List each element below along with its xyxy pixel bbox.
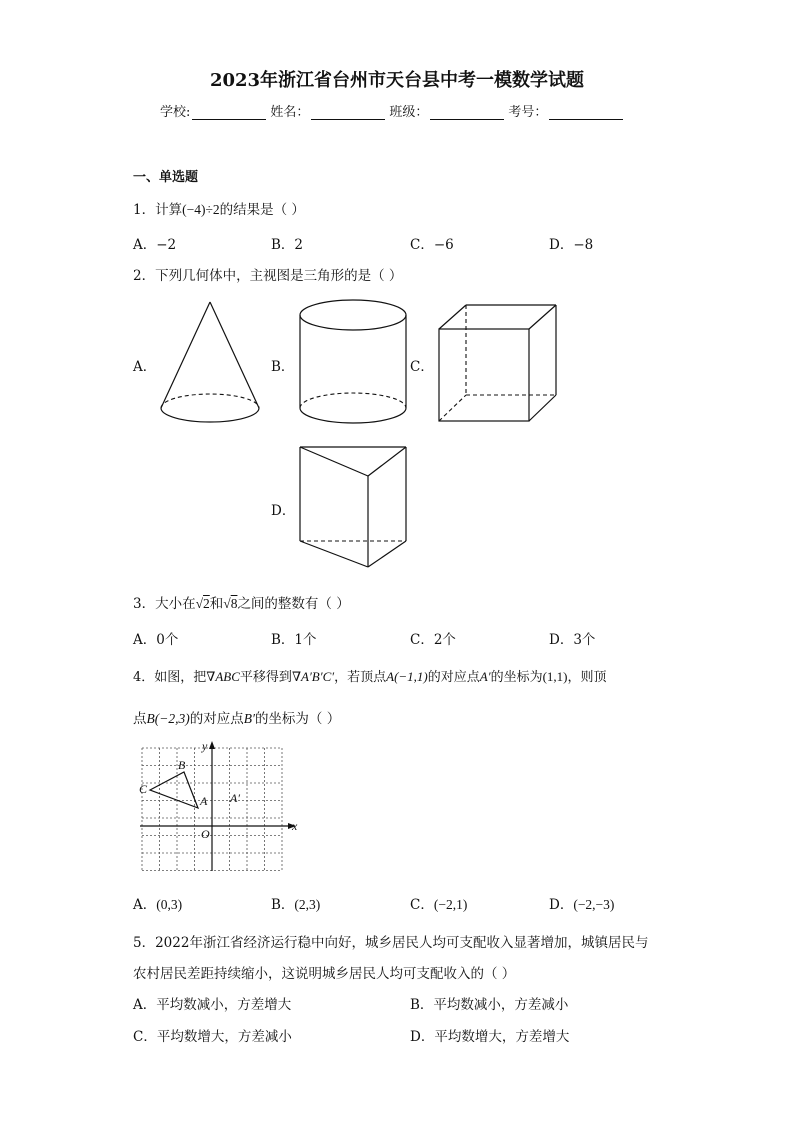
q3-option-a[interactable]: A．0个: [133, 632, 179, 648]
sqrt-8-radicand: 8: [230, 596, 238, 611]
class-label: 班级：: [389, 105, 429, 120]
q4-option-a-letter: A．: [133, 897, 157, 913]
q4-text-b: 平移得到: [239, 670, 292, 685]
q1-option-a[interactable]: A．−2: [133, 237, 177, 253]
q1-option-c[interactable]: C．−6: [410, 237, 454, 253]
q3-prefix: 3．大小在: [133, 596, 196, 612]
q4-option-a[interactable]: [133, 893, 182, 913]
q4-point-a-prime: A′: [479, 669, 491, 684]
student-info: [160, 101, 627, 120]
q5-option-c[interactable]: C．平均数增大，方差减小: [133, 1029, 292, 1045]
name-label: 姓名：: [270, 105, 310, 120]
number-label: 考号：: [508, 105, 548, 120]
q4-option-c-value: (−2,1): [433, 897, 468, 912]
q4-point-a: A(−1,1): [386, 669, 428, 684]
question-5-line-1: 5．2022年浙江省经济运行稳中向好，城乡居民人均可支配收入显著增加，城镇居民与: [133, 935, 649, 951]
y-axis-arrow-icon: [209, 741, 215, 749]
q4-triangle-abc: ∇ABC: [206, 669, 240, 684]
triangular-prism-figure: [296, 444, 412, 574]
q4-text-f: ，则顶: [567, 670, 607, 685]
point-b-label: B: [178, 758, 186, 772]
q1-option-d[interactable]: D．−8: [549, 237, 594, 253]
question-5-line-2: 农村居民差距持续缩小，这说明城乡居民人均可支配收入的（ ）: [133, 966, 516, 982]
q4-option-d-letter: D．: [549, 897, 574, 913]
sqrt-2-radicand: 2: [203, 596, 210, 611]
cone-figure: [150, 298, 270, 426]
q4-option-a-value: (0,3): [156, 897, 183, 912]
coordinate-grid-figure: [138, 738, 306, 874]
q1-option-b[interactable]: B．2: [271, 237, 304, 253]
q1-expression: (−4)÷2: [182, 202, 220, 217]
q4-option-b-value: (2,3): [294, 897, 321, 912]
q1-suffix: 的结果是（ ）: [219, 202, 305, 218]
school-blank[interactable]: [192, 105, 266, 120]
section-heading: 一、单选题: [133, 170, 199, 185]
sqrt-8: √8: [223, 596, 238, 611]
question-1: [133, 198, 305, 218]
q4-option-b-letter: B．: [271, 897, 295, 913]
q4-text-h: 的对应点: [189, 711, 244, 727]
q4-option-d[interactable]: [549, 893, 614, 913]
q4-text-g: 点: [133, 711, 147, 727]
q3-option-b[interactable]: B．1个: [271, 632, 317, 648]
q4-point-b-prime: B′: [243, 711, 255, 726]
q5-option-d[interactable]: D．平均数增大，方差增大: [410, 1029, 570, 1045]
q5-option-a[interactable]: A．平均数减小，方差增大: [133, 997, 292, 1013]
q4-text-a: 4．如图，把: [133, 670, 207, 685]
q2-option-d[interactable]: D．: [271, 503, 296, 519]
q2-option-c[interactable]: C．: [410, 359, 434, 375]
q1-prefix: 1．计算: [133, 202, 183, 218]
q4-triangle-abc-prime: ∇A′B′C′: [291, 669, 335, 684]
q3-option-d[interactable]: D．3个: [549, 632, 596, 648]
question-2: 2．下列几何体中，主视图是三角形的是（ ）: [133, 268, 403, 284]
x-label: x: [292, 819, 298, 833]
name-blank[interactable]: [311, 105, 385, 120]
school-label: 学校:: [160, 105, 191, 120]
q3-suffix: 之间的整数有（ ）: [237, 596, 350, 612]
q4-coord-a-prime: (1,1): [542, 669, 568, 684]
q4-option-d-value: (−2,−3): [573, 897, 615, 912]
point-a-label: A: [200, 794, 208, 808]
q2-option-a[interactable]: A．: [133, 359, 157, 375]
question-3: [133, 592, 350, 612]
point-c-label: C: [139, 782, 148, 796]
q4-option-c-letter: C．: [410, 897, 434, 913]
cube-figure: [436, 302, 560, 426]
q4-text-e: 的坐标为: [490, 670, 543, 685]
point-a-prime-label: A′: [230, 791, 240, 805]
q4-text-c: ，若顶点: [334, 670, 387, 685]
origin-label: O: [201, 827, 210, 841]
q4-point-b: B(−2,3): [146, 711, 190, 726]
page-title: 2023年浙江省台州市天台县中考一模数学试题: [209, 70, 585, 91]
cylinder-figure: [296, 298, 412, 428]
q4-text-d: 的对应点: [427, 670, 480, 685]
class-blank[interactable]: [430, 105, 504, 120]
question-4-line-1: [133, 666, 607, 685]
q3-option-c[interactable]: C．2个: [410, 632, 456, 648]
q4-option-c[interactable]: [410, 893, 467, 913]
q5-option-b[interactable]: B．平均数减小，方差减小: [410, 997, 569, 1013]
q3-mid: 和: [209, 596, 224, 612]
q2-option-b[interactable]: B．: [271, 359, 295, 375]
question-4-line-2: [133, 707, 340, 727]
y-label: y: [202, 739, 208, 753]
triangle-abc: [150, 772, 198, 808]
number-blank[interactable]: [549, 105, 623, 120]
sqrt-2: √2: [195, 596, 210, 611]
q4-text-i: 的坐标为（ ）: [254, 711, 341, 727]
q4-option-b[interactable]: [271, 893, 320, 913]
